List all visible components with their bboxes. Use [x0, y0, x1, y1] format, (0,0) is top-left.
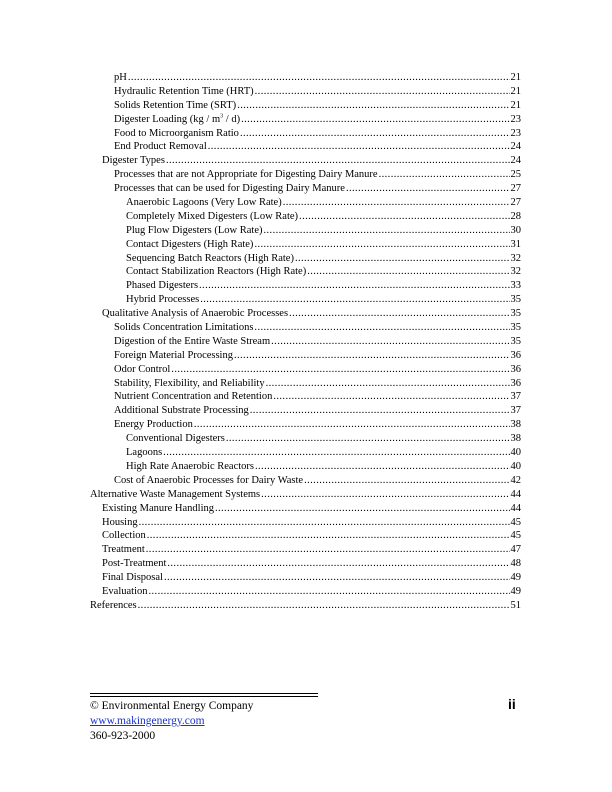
toc-entry[interactable] [90, 196, 521, 210]
toc-entry-leader-dots [266, 377, 510, 391]
toc-entry[interactable] [90, 516, 521, 530]
toc-entry-leader-dots [167, 557, 509, 571]
toc-entry[interactable] [90, 488, 521, 502]
toc-entry-page: 21 [510, 72, 521, 83]
toc-entry-page: 35 [510, 335, 521, 347]
toc-entry-leader-dots [208, 140, 510, 154]
toc-entry-page: 27 [510, 197, 521, 209]
toc-entry-title: Post-Treatment [102, 558, 167, 570]
toc-entry-leader-dots [128, 71, 510, 85]
toc-entry-leader-dots [289, 307, 509, 321]
toc-entry-title: Solids Retention Time (SRT) [114, 99, 237, 111]
toc-entry-leader-dots [254, 321, 509, 335]
toc-entry-page: 35 [510, 322, 521, 334]
toc-entry[interactable] [90, 71, 521, 85]
toc-entry[interactable] [90, 154, 521, 168]
toc-entry-title: References [90, 599, 137, 611]
toc-entry[interactable] [90, 252, 521, 266]
toc-entry-leader-dots [234, 349, 510, 363]
toc-entry-title: Alternative Waste Management Systems [90, 488, 261, 500]
page-number: ii [508, 696, 516, 712]
toc-entry-page: 27 [510, 183, 521, 195]
toc-entry-title: Contact Digesters (High Rate) [126, 238, 254, 250]
toc-entry[interactable] [90, 168, 521, 182]
toc-entry[interactable] [90, 293, 521, 307]
toc-entry-leader-dots [255, 460, 510, 474]
toc-entry-leader-dots [346, 182, 510, 196]
toc-entry-title: Existing Manure Handling [102, 502, 214, 514]
toc-entry-title: Nutrient Concentration and Retention [114, 391, 273, 403]
toc-entry[interactable] [90, 474, 521, 488]
toc-entry-leader-dots [200, 293, 509, 307]
toc-entry-leader-dots [283, 196, 510, 210]
toc-entry-page: 36 [510, 377, 521, 389]
toc-entry-page: 49 [510, 585, 521, 597]
footer-website-link[interactable]: www.makingenergy.com [90, 715, 205, 727]
toc-entry-title: Contact Stabilization Reactors (High Rate) [126, 266, 307, 278]
toc-entry-leader-dots [166, 154, 510, 168]
toc-entry-leader-dots [261, 488, 509, 502]
footer-company: © Environmental Energy Company [90, 700, 254, 712]
toc-entry[interactable] [90, 460, 521, 474]
toc-entry-page: 23 [510, 113, 521, 125]
toc-entry-title: Food to Microorganism Ratio [114, 127, 239, 139]
toc-entry-page: 36 [510, 363, 521, 375]
toc-entry-page: 35 [510, 294, 521, 306]
toc-entry-leader-dots [139, 516, 510, 530]
toc-entry-title: Odor Control [114, 363, 171, 375]
toc-entry-title: Additional Substrate Processing [114, 405, 249, 417]
toc-entry[interactable] [90, 113, 521, 127]
toc-entry-title: Evaluation [102, 585, 148, 597]
toc-entry-page: 44 [510, 502, 521, 514]
toc-entry-page: 37 [510, 391, 521, 403]
toc-entry-page: 28 [510, 210, 521, 222]
toc-entry-page: 49 [510, 572, 521, 584]
toc-entry-title: Final Disposal [102, 572, 163, 584]
toc-entry-leader-dots [241, 113, 509, 127]
toc-entry[interactable] [90, 418, 521, 432]
toc-entry-leader-dots [171, 363, 509, 377]
toc-entry-page: 51 [510, 599, 521, 611]
toc-entry[interactable] [90, 210, 521, 224]
toc-entry-title: Lagoons [126, 447, 163, 459]
toc-entry-title: Plug Flow Digesters (Low Rate) [126, 224, 263, 236]
toc-entry-title: pH [114, 72, 127, 83]
toc-entry-leader-dots [147, 529, 510, 543]
toc-entry-leader-dots [164, 571, 510, 585]
toc-entry-leader-dots [215, 502, 510, 516]
toc-entry[interactable] [90, 349, 521, 363]
toc-entry[interactable] [90, 571, 521, 585]
toc-entry-title: Housing [102, 516, 138, 528]
toc-entry-page: 40 [510, 460, 521, 472]
toc-entry-title: High Rate Anaerobic Reactors [126, 460, 254, 472]
toc-entry-leader-dots [250, 404, 510, 418]
toc-entry-page: 48 [510, 558, 521, 570]
toc-entry-page: 25 [510, 169, 521, 181]
toc-entry-page: 33 [510, 280, 521, 292]
toc-entry-page: 38 [510, 433, 521, 445]
toc-entry[interactable] [90, 321, 521, 335]
toc-entry-title: Processes that are not Appropriate for Digesting Dairy Manure [114, 169, 378, 181]
toc-entry-page: 32 [510, 252, 521, 264]
toc-entry-title: Anaerobic Lagoons (Very Low Rate) [126, 197, 282, 209]
toc-entry-title: Treatment [102, 544, 145, 556]
toc-entry[interactable] [90, 307, 521, 321]
toc-entry-page: 38 [510, 419, 521, 431]
toc-entry-leader-dots [138, 599, 510, 613]
toc-entry-leader-dots [273, 390, 509, 404]
toc-entry-leader-dots [307, 265, 509, 279]
toc-entry-leader-dots [240, 127, 510, 141]
toc-entry-leader-dots [149, 585, 510, 599]
toc-entry-leader-dots [163, 446, 509, 460]
toc-entry-leader-dots [199, 279, 509, 293]
toc-entry[interactable] [90, 585, 521, 599]
toc-entry[interactable] [90, 99, 521, 113]
toc-entry-title: Digester Loading $(kg / m^3 / d)$ [114, 113, 241, 125]
toc-entry-title: Digester Types [102, 155, 165, 167]
footer-phone: 360-923-2000 [90, 730, 156, 742]
toc-entry[interactable] [90, 335, 521, 349]
toc-entry-leader-dots [146, 543, 510, 557]
footer-rule [90, 696, 318, 697]
toc-entry-page: 35 [510, 308, 521, 320]
toc-entry[interactable] [90, 279, 521, 293]
toc-entry[interactable] [90, 529, 521, 543]
toc-entry-title: End Product Removal [114, 141, 207, 153]
toc-entry-page: 47 [510, 544, 521, 556]
toc-entry[interactable] [90, 446, 521, 460]
toc-entry[interactable] [90, 557, 521, 571]
toc-entry-leader-dots [304, 474, 509, 488]
toc-entry[interactable] [90, 502, 521, 516]
table-of-contents [90, 71, 521, 613]
toc-entry[interactable] [90, 390, 521, 404]
toc-entry-title: Hydraulic Retention Time (HRT) [114, 85, 254, 97]
toc-entry-leader-dots [295, 252, 510, 266]
footer [90, 699, 253, 744]
toc-entry[interactable] [90, 238, 521, 252]
toc-entry-page: 42 [510, 474, 521, 486]
toc-entry-title: Collection [102, 530, 146, 542]
toc-entry-page: 30 [510, 224, 521, 236]
toc-entry[interactable] [90, 599, 521, 613]
toc-entry-leader-dots [255, 85, 510, 99]
toc-entry-page: 21 [510, 85, 521, 97]
toc-entry-leader-dots [237, 99, 509, 113]
toc-entry-title: Processes that can be used for Digesting Dairy Manure [114, 183, 345, 195]
toc-entry-title: Phased Digesters [126, 280, 199, 292]
toc-entry-title: Cost of Anaerobic Processes for Dairy Waste [114, 474, 304, 486]
toc-entry[interactable] [90, 543, 521, 557]
toc-entry[interactable] [90, 377, 521, 391]
toc-entry-page: 44 [510, 488, 521, 500]
toc-entry-page: 23 [510, 127, 521, 139]
toc-entry-title: Solids Concentration Limitations [114, 322, 254, 334]
toc-entry-title: Qualitative Analysis of Anaerobic Processes [102, 308, 289, 320]
toc-entry-leader-dots [226, 432, 510, 446]
toc-entry-page: 37 [510, 405, 521, 417]
toc-entry-title: Conventional Digesters [126, 433, 225, 445]
toc-entry[interactable] [90, 140, 521, 154]
toc-entry-leader-dots [254, 238, 509, 252]
toc-entry-page: 45 [510, 516, 521, 528]
toc-entry-page: 21 [510, 99, 521, 111]
toc-entry-page: 36 [510, 349, 521, 361]
toc-entry-page: 32 [510, 266, 521, 278]
toc-entry-page: 45 [510, 530, 521, 542]
toc-entry[interactable] [90, 127, 521, 141]
toc-entry[interactable] [90, 224, 521, 238]
toc-entry-title: Hybrid Processes [126, 294, 200, 306]
toc-entry[interactable] [90, 432, 521, 446]
toc-entry-leader-dots [264, 224, 510, 238]
toc-entry-title: Completely Mixed Digesters (Low Rate) [126, 210, 299, 222]
toc-entry-leader-dots [194, 418, 510, 432]
toc-entry-page: 24 [510, 155, 521, 167]
toc-entry-page: 31 [510, 238, 521, 250]
footer-rule [90, 693, 318, 694]
toc-entry-leader-dots [271, 335, 509, 349]
toc-entry-title: Foreign Material Processing [114, 349, 233, 361]
toc-entry-leader-dots [379, 168, 510, 182]
toc-entry[interactable] [90, 265, 521, 279]
toc-entry-page: 40 [510, 447, 521, 459]
toc-entry-page: 24 [510, 141, 521, 153]
toc-entry[interactable] [90, 182, 521, 196]
toc-entry-title: Sequencing Batch Reactors (High Rate) [126, 252, 294, 264]
toc-entry-title: Digestion of the Entire Waste Stream [114, 335, 271, 347]
toc-entry-title: Stability, Flexibility, and Reliability [114, 377, 265, 389]
toc-entry[interactable] [90, 404, 521, 418]
toc-entry-title: Energy Production [114, 419, 193, 431]
toc-entry-leader-dots [299, 210, 509, 224]
toc-entry[interactable] [90, 363, 521, 377]
toc-entry[interactable] [90, 85, 521, 99]
